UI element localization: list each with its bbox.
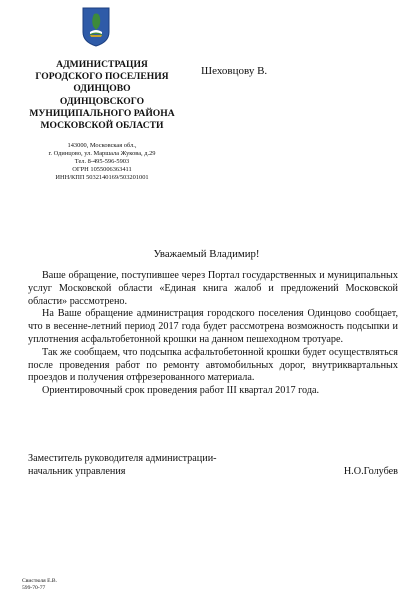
body-paragraph: Ваше обращение, поступившее через Портал государственных и муниципальных услуг Московской области «Единая книга жалоб и предложений Московской области» рассмотрено. bbox=[28, 270, 398, 307]
signature-position-line: Заместитель руководителя администрации- bbox=[28, 453, 217, 464]
org-line: ГОРОДСКОГО ПОСЕЛЕНИЯ bbox=[35, 71, 169, 83]
body-paragraph: На Ваше обращение администрация городского поселения Одинцово сообщает, что в весенне-летний период 2017 года будет рассмотрена возможность подсыпки и уплотнения асфальтобетонной крошки на данном пешеходном тротуаре. bbox=[28, 308, 398, 345]
org-line: ОДИНЦОВСКОГО bbox=[59, 95, 145, 107]
body-paragraph: Так же сообщаем, что подсыпка асфальтобетонной крошки будет осуществляться после проведения работ по ремонту автомобильных дорог, внутриквартальных проездов и получения отфрезерованного материала. bbox=[28, 346, 398, 384]
executor-footer bbox=[22, 578, 57, 591]
recipient-name: Шеховцову В. bbox=[201, 65, 268, 77]
org-line: АДМИНИСТРАЦИЯ bbox=[56, 59, 148, 70]
letter-body bbox=[28, 270, 398, 398]
org-line: ОДИНЦОВО bbox=[73, 83, 131, 95]
address-line: Тел. 8-495-596-5903 bbox=[74, 157, 130, 165]
address-line: ИНН/КПП 5032140169/503201001 bbox=[55, 173, 149, 181]
signature-name: Н.О.Голубев bbox=[343, 466, 398, 477]
signature-position-line: начальник управления bbox=[28, 466, 126, 477]
org-line: МУНИЦИПАЛЬНОГО РАЙОНА bbox=[29, 107, 175, 119]
executor-phone: 599-70-77 bbox=[22, 584, 46, 591]
body-paragraph: Ориентировочный срок проведения работ III квартал 2017 года. bbox=[42, 385, 320, 397]
address-line: ОГРН 1055006363411 bbox=[72, 165, 132, 173]
address-line: 143000, Московская обл., bbox=[67, 142, 137, 149]
organization-address bbox=[18, 142, 186, 182]
organization-header bbox=[18, 59, 186, 132]
coat-of-arms-icon bbox=[81, 6, 111, 48]
executor-name: Свистюля Е.В. bbox=[22, 578, 58, 584]
address-line: г. Одинцово, ул. Маршала Жукова, д.29 bbox=[48, 149, 156, 157]
greeting: Уважаемый Владимир! bbox=[153, 248, 260, 260]
signature-block bbox=[28, 452, 398, 478]
org-line: МОСКОВСКОЙ ОБЛАСТИ bbox=[40, 120, 164, 132]
